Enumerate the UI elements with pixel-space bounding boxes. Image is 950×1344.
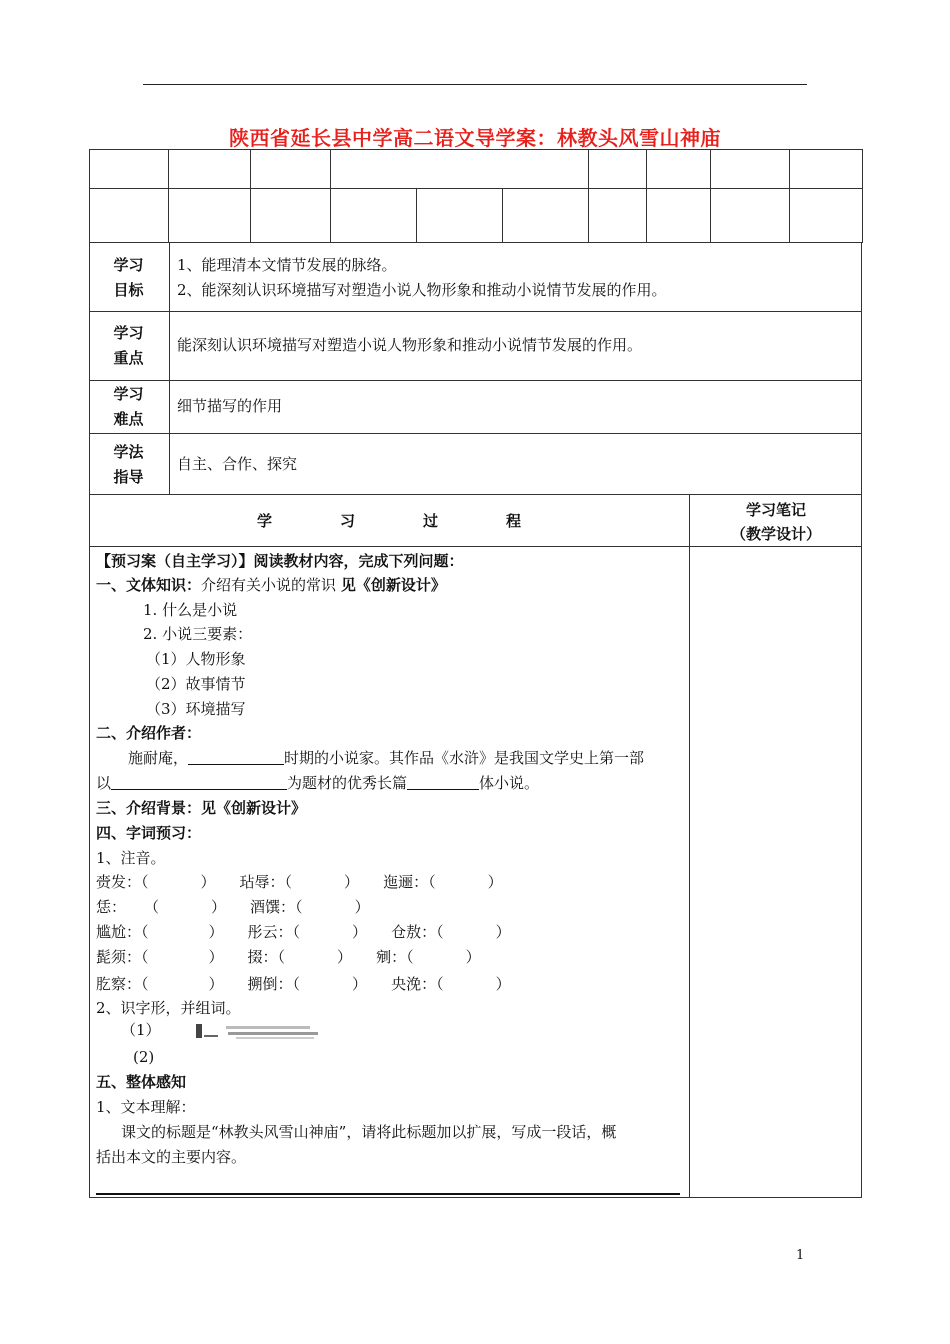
pinyin-row: 赍发：（ ） 玷辱：（ ） 迤逦：（ ） (96, 873, 503, 891)
section-1: 一、文体知识：介绍有关小说的常识 见《创新设计》 (96, 576, 446, 594)
item-label: (2) (133, 1048, 155, 1066)
difficulty-text: 细节描写的作用 (177, 397, 283, 415)
pinyin-row: 尴尬：（ ） 彤云：（ ） 仓敖：（ ） (96, 923, 511, 941)
pinyin-row: 恁： （ ） 酒馔：（ ） (96, 898, 370, 916)
section-2: 二、介绍作者： (96, 724, 202, 742)
section-5: 五、整体感知 (96, 1073, 187, 1091)
preview-heading: 【预习案（自主学习）】阅读教材内容，完成下列问题： (96, 552, 464, 570)
list-item: 1. 什么是小说 (143, 601, 238, 619)
header-grid (89, 149, 863, 243)
pinyin-row: 肐察：（ ） 搠倒：（ ） 央浼：（ ） (96, 975, 511, 993)
answer-line (96, 1193, 680, 1195)
item-label: （1） (121, 1021, 161, 1039)
paragraph: 括出本文的主要内容。 (96, 1148, 247, 1166)
label-key: 学习 重点 (113, 324, 144, 367)
notes-header: 学习笔记 （教学设计） (730, 501, 821, 543)
label-method: 学法 指导 (113, 443, 144, 486)
section-3: 三、介绍背景：见《创新设计》 (96, 799, 307, 817)
subsection: 1、注音。 (96, 849, 166, 867)
list-item: （3）环境描写 (146, 700, 246, 718)
list-item: （1）人物形象 (146, 650, 246, 668)
label-goal: 学习 目标 (113, 256, 144, 299)
author-line-1: 施耐庵， 时期的小说家。其作品《水浒》是我国文学史上第一部 (128, 749, 645, 767)
subsection: 2、识字形，并组词。 (96, 999, 241, 1017)
process-header: 学 习 过 程 (256, 512, 522, 530)
list-item: （2）故事情节 (146, 675, 246, 693)
key-text: 能深刻认识环境描写对塑造小说人物形象和推动小说情节发展的作用。 (177, 336, 643, 354)
label-difficulty: 学习 难点 (113, 385, 144, 428)
paragraph: 课文的标题是“林教头风雪山神庙”，请将此标题加以扩展，写成一段话，概 (121, 1123, 617, 1141)
page-number: 1 (796, 1248, 805, 1263)
method-text: 自主、合作、探究 (177, 455, 298, 473)
pinyin-row: 髭须：（ ） 掇：（ ） 剜：（ ） (96, 948, 481, 966)
author-line-2: 以 为题材的优秀长篇 体小说。 (96, 774, 540, 792)
page-title: 陕西省延长县中学高二语文导学案：林教头风雪山神庙 (229, 126, 721, 150)
header-rule (143, 84, 807, 85)
list-item: 2. 小说三要素： (143, 625, 253, 643)
subsection: 1、文本理解： (96, 1098, 196, 1116)
section-4: 四、字词预习： (96, 824, 202, 842)
blurred-glyphs-image (196, 1022, 320, 1042)
goal-text: 1、能理清本文情节发展的脉络。 2、能深刻认识环境描写对塑造小说人物形象和推动小说情节发展的作用。 (177, 256, 667, 299)
